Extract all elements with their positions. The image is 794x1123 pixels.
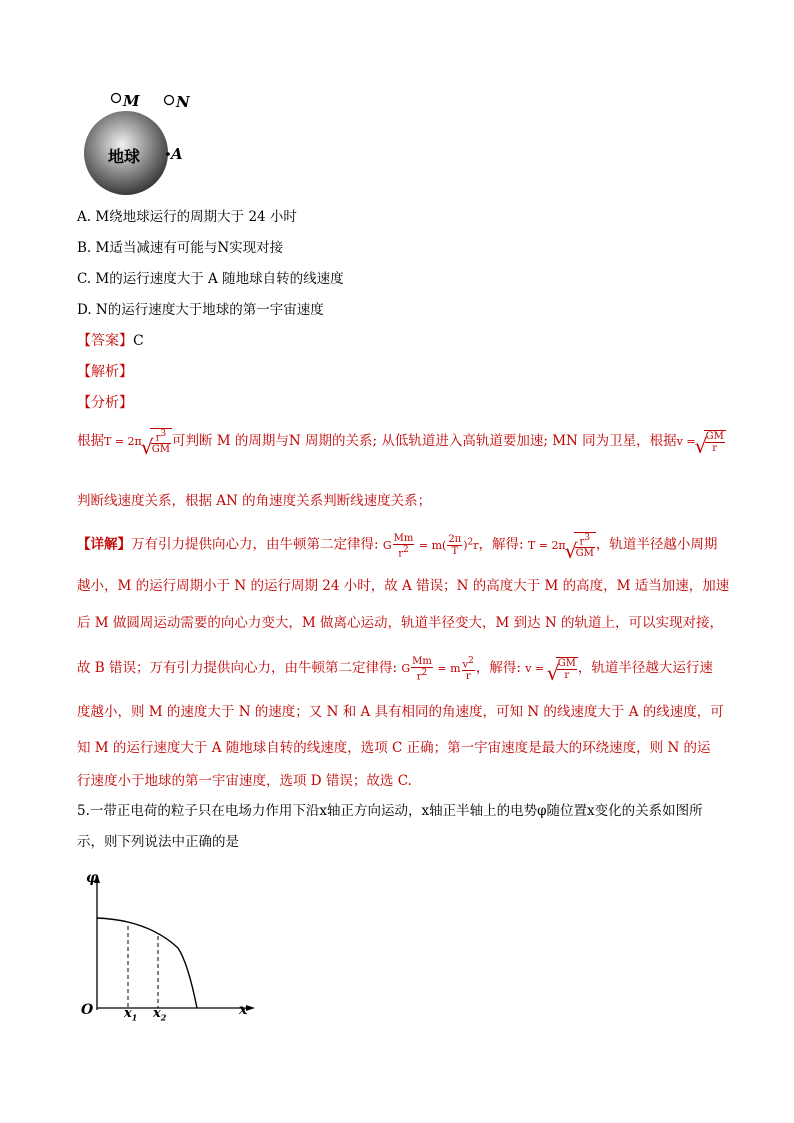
option-b: B. M适当减速有可能与N实现对接 <box>77 240 284 256</box>
option-d: D. N的运行速度大于地球的第一宇宙速度 <box>77 302 324 318</box>
potential-curve <box>97 918 197 1008</box>
label-n: N <box>176 93 190 111</box>
answer-value: C <box>133 333 144 349</box>
detail-tag: 【详解】 <box>77 536 131 553</box>
detail-line-6: 知 M 的运行速度大于 A 随地球自转的线速度，选项 C 正确；第一宇宙速度是最大的环绕速度，则 N 的运 <box>77 740 711 756</box>
satellite-n <box>165 96 174 105</box>
x-axis-label: x <box>239 1002 248 1018</box>
earth-label: 地球 <box>108 147 141 166</box>
fenxi-part1: 根据 <box>77 433 104 450</box>
detail-line-1 <box>77 532 717 559</box>
answer-line <box>77 332 144 350</box>
sqrt-gm-r-1: √ $\frac{GM}{r}$ <box>696 430 726 454</box>
fenxi-line-2: 判断线速度关系，根据 AN 的角速度关系判断线速度关系； <box>77 493 432 509</box>
label-a: A <box>171 145 183 163</box>
fenxi-tag: 【分析】 <box>77 395 133 411</box>
x2-label: $x_2$ <box>153 1006 167 1023</box>
detail-line-3: 后 M 做圆周运动需要的向心力变大，M 做离心运动，轨道半径变大，M 到达 N 的轨道上，可以实现对接， <box>77 615 724 631</box>
formula-gravity-period: G $\frac{Mm}{r2}$ = m( $\frac{2\pi}{T}$ )$^2$r <box>382 532 479 559</box>
fenxi-formula-1: T = 2π <box>104 435 142 449</box>
formula-gravity-velocity: G $\frac{Mm}{r2}$ = m $\frac{v2}{r}$ <box>401 656 474 683</box>
detail-l1b: ，解得: <box>478 536 528 553</box>
satellite-m <box>112 94 121 103</box>
detail-l1c: ，轨道半径越小周期 <box>595 536 718 553</box>
option-c: C. M的运行速度大于 A 随地球自转的线速度 <box>77 271 344 287</box>
formula-period: T = 2π √ $\frac{r3}{GM}$ <box>528 539 596 552</box>
detail-line-2: 越小，M 的运行周期小于 N 的运行周期 24 小时，故 A 错误；N 的高度大于 M 的高度，M 适当加速，加速 <box>77 578 730 594</box>
detail-line-4 <box>77 656 713 682</box>
detail-line-5: 度越小，则 M 的速度大于 N 的速度；又 N 和 A 具有相同的角速度，可知 N 的线速度大于 A 的线速度，可 <box>77 704 724 720</box>
detail-l4b: ，解得: <box>475 660 526 677</box>
formula-velocity: v = √ $\frac{GM}{r}$ <box>525 662 578 675</box>
x1-label: $x_1$ <box>124 1006 138 1023</box>
origin-label: O <box>81 1002 94 1018</box>
sqrt-r3-gm-1: √ $\frac{r3}{GM}$ <box>142 428 172 455</box>
detail-line-7: 行速度小于地球的第一宇宙速度，选项 D 错误；故选 C. <box>77 773 412 789</box>
fenxi-formula-2: v = <box>676 435 696 449</box>
detail-l4a: 故 B 错误；万有引力提供向心力，由牛顿第二定律得: <box>77 660 402 677</box>
fenxi-part2: 可判断 M 的周期与N 周期的关系; 从低轨道进入高轨道要加速; MN 同为卫星，根据 <box>172 433 677 450</box>
option-a: A. M绕地球运行的周期大于 24 小时 <box>77 209 297 225</box>
detail-l4c: ，轨道半径越大运行速 <box>577 660 713 677</box>
question5-line-2: 示，则下列说法中正确的是 <box>77 834 239 850</box>
fenxi-line-1 <box>77 428 726 455</box>
label-m: M <box>123 92 140 110</box>
analysis-tag: 【解析】 <box>77 364 133 380</box>
potential-graph-svg <box>78 868 258 1023</box>
potential-graph <box>78 868 258 1023</box>
answer-tag: 【答案】 <box>77 333 133 349</box>
phi-label: φ <box>86 870 99 886</box>
question5-line-1: 5.一带正电荷的粒子只在电场力作用下沿x轴正方向运动，x轴正半轴上的电势φ随位置x变化的关系如图所 <box>77 803 703 819</box>
detail-l1a: 万有引力提供向心力，由牛顿第二定律得: <box>131 536 383 553</box>
point-a <box>166 152 170 156</box>
